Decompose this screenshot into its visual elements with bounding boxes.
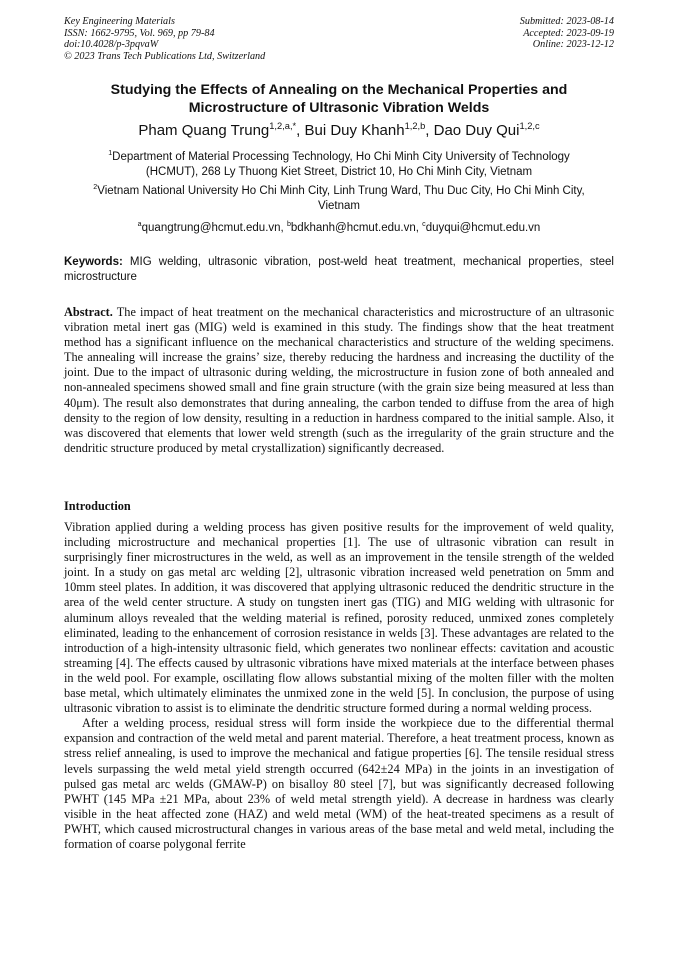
keywords-label: Keywords: — [64, 256, 123, 268]
author-list — [64, 122, 614, 140]
accepted-date: Accepted: 2023-09-19 — [523, 27, 614, 39]
email-separator: , — [280, 222, 287, 234]
affiliation-line: Department of Material Processing Technology, Ho Chi Minh City University of Technology — [112, 151, 570, 163]
affiliation-line: Vietnam National University Ho Chi Minh City, Linh Trung Ward, Thu Duc City, Ho Chi Minh City, — [97, 185, 585, 197]
keywords-section — [64, 255, 614, 284]
email-address[interactable]: quangtrung@hcmut.edu.vn — [141, 222, 281, 234]
paper-title — [64, 82, 614, 117]
submitted-date: Submitted: 2023-08-14 — [519, 16, 614, 27]
email-marker: b — [286, 220, 291, 229]
affiliation-line: Vietnam — [318, 199, 360, 212]
affiliation-line: (HCMUT), 268 Ly Thuong Kiet Street, District 10, Ho Chi Minh City, Vietnam — [145, 165, 533, 178]
publication-dates — [520, 16, 614, 51]
affiliation-marker: 2 — [93, 183, 98, 192]
email-address[interactable]: bdkhanh@hcmut.edu.vn — [290, 222, 416, 234]
introduction-heading: Introduction — [64, 499, 131, 513]
issn-line: ISSN: 1662-9795, Vol. 969, pp 79-84 — [64, 27, 215, 39]
keywords-text: MIG welding, ultrasonic vibration, post-weld heat treatment, mechanical properties, steel microstructure — [64, 256, 614, 283]
author-emails — [64, 221, 614, 235]
copyright-line: © 2023 Trans Tech Publications Ltd, Switzerland — [64, 50, 266, 62]
introduction-paragraph-2: After a welding process, residual stress will form inside the workpiece due to the differential thermal expansion and contraction of the weld metal and parent material. Therefore, a heat treatment process, known as stress relief annealing, is used to improve the mechanical and fatigue properties [6]. The tensile residual stress levels surpassing the weld metal yield strength occurred (642±24 MPa) in the joints in an investigation of pulsed gas metal arc welds (GMAW-P) on bisalloy 80 steel [7], but was significantly decreased following PWHT (145 MPa ±21 MPa, about 23% of weld metal strength yield). A decrease in hardness was clearly visible in the heat affected zone (HAZ) and weld metal (WM) of the heat-treated specimens as a result of PWHT, which caused microstructural changes in various areas of the base metal and weld metal, including the formation of coarse polygonal ferrite — [64, 716, 614, 851]
author-affil-marker: 1,2,c — [519, 121, 540, 131]
email-marker: a — [137, 220, 142, 229]
title-line-1: Studying the Effects of Annealing on the Mechanical Properties and — [110, 82, 568, 98]
affiliation-marker: 1 — [108, 149, 113, 158]
email-address[interactable]: duyqui@hcmut.edu.vn — [425, 222, 541, 234]
abstract-section — [64, 305, 614, 456]
author-name: Bui Duy Khanh — [304, 122, 405, 139]
email-marker: c — [422, 220, 426, 229]
title-line-2: Microstructure of Ultrasonic Vibration Welds — [188, 99, 490, 116]
author-affil-marker: 1,2,b — [404, 121, 426, 131]
introduction-paragraph-1: Vibration applied during a welding process has given positive results for the improvement of weld quality, including microstructure and mechanical properties [1]. The use of ultrasonic vibration can result in surprisingly finer microstructures in the weld, as well as an improvement in the tensile strength of the welded joint. In a study on gas metal arc welding [2], ultrasonic vibration increased weld penetration on 5mm and 10mm steel plates. In addition, it was discovered that applying ultrasonic reduced the dendritic structure in the area of the weld center structure. A study on tungsten inert gas (TIG) and MIG welding with ultrasonic for aluminum alloys revealed that the welding material is refined, porosity reduced, unmixed zones completely eliminated, leading to the enhancement of corrosion resistance in welds [3]. These advantages are related to the introduction of a high-intensity ultrasonic field, which generates two nonlinear effects: cavitation and acoustic streaming [4]. The effects caused by ultrasonic vibrations have mixed materials at the interface between phases in the weld pool. For example, oscillating flow allows substantial mixing of the molten filler with the molten base metal, which ultimately eliminates the unmixed zone in the weld [5]. In conclusion, the purpose of using ultrasonic vibration to assist is to eliminate the dendritic structure formed during a normal welding process. — [64, 520, 614, 716]
author-separator: , — [425, 122, 434, 139]
online-date: Online: 2023-12-12 — [532, 39, 614, 51]
abstract-text: The impact of heat treatment on the mechanical characteristics and microstructure of an ultrasonic vibration metal inert gas (MIG) weld is examined in this study. The findings show that the heat treatment method has a significant influence on the mechanical characteristics and structure of the welding specimens. The annealing will increase the grains’ size, thereby reducing the hardness and increasing the ductility of the joint. Due to the impact of ultrasonic during welding, the microstructure in fusion zone of both annealed and non-annealed specimens showed small and fine grain structure (with the grain size being measured at less than 40μm). The result also demonstrates that during annealing, the carbon tended to diffuse from the area of high density to the region of low density, resulting in a reduction in hardness compared to the initial sample. Also, it was discovered that elements that lower weld strength (such as the irregularity of the grain structure and the dendritic structure produced by metal crystallization) significantly decreased. — [64, 305, 614, 455]
author-affil-marker: 1,2,a,* — [269, 121, 297, 131]
doi-line: doi:10.4028/p-3pqvaW — [64, 39, 159, 51]
abstract-label: Abstract. — [64, 305, 113, 319]
author-separator: , — [296, 122, 305, 139]
affiliation-2 — [64, 184, 614, 213]
journal-name: Key Engineering Materials — [64, 16, 175, 27]
author-name: Dao Duy Qui — [433, 122, 520, 139]
email-separator: , — [415, 222, 423, 234]
introduction-body — [64, 520, 614, 852]
journal-info — [64, 16, 265, 62]
author-name: Pham Quang Trung — [138, 122, 270, 139]
affiliation-1 — [64, 150, 614, 179]
